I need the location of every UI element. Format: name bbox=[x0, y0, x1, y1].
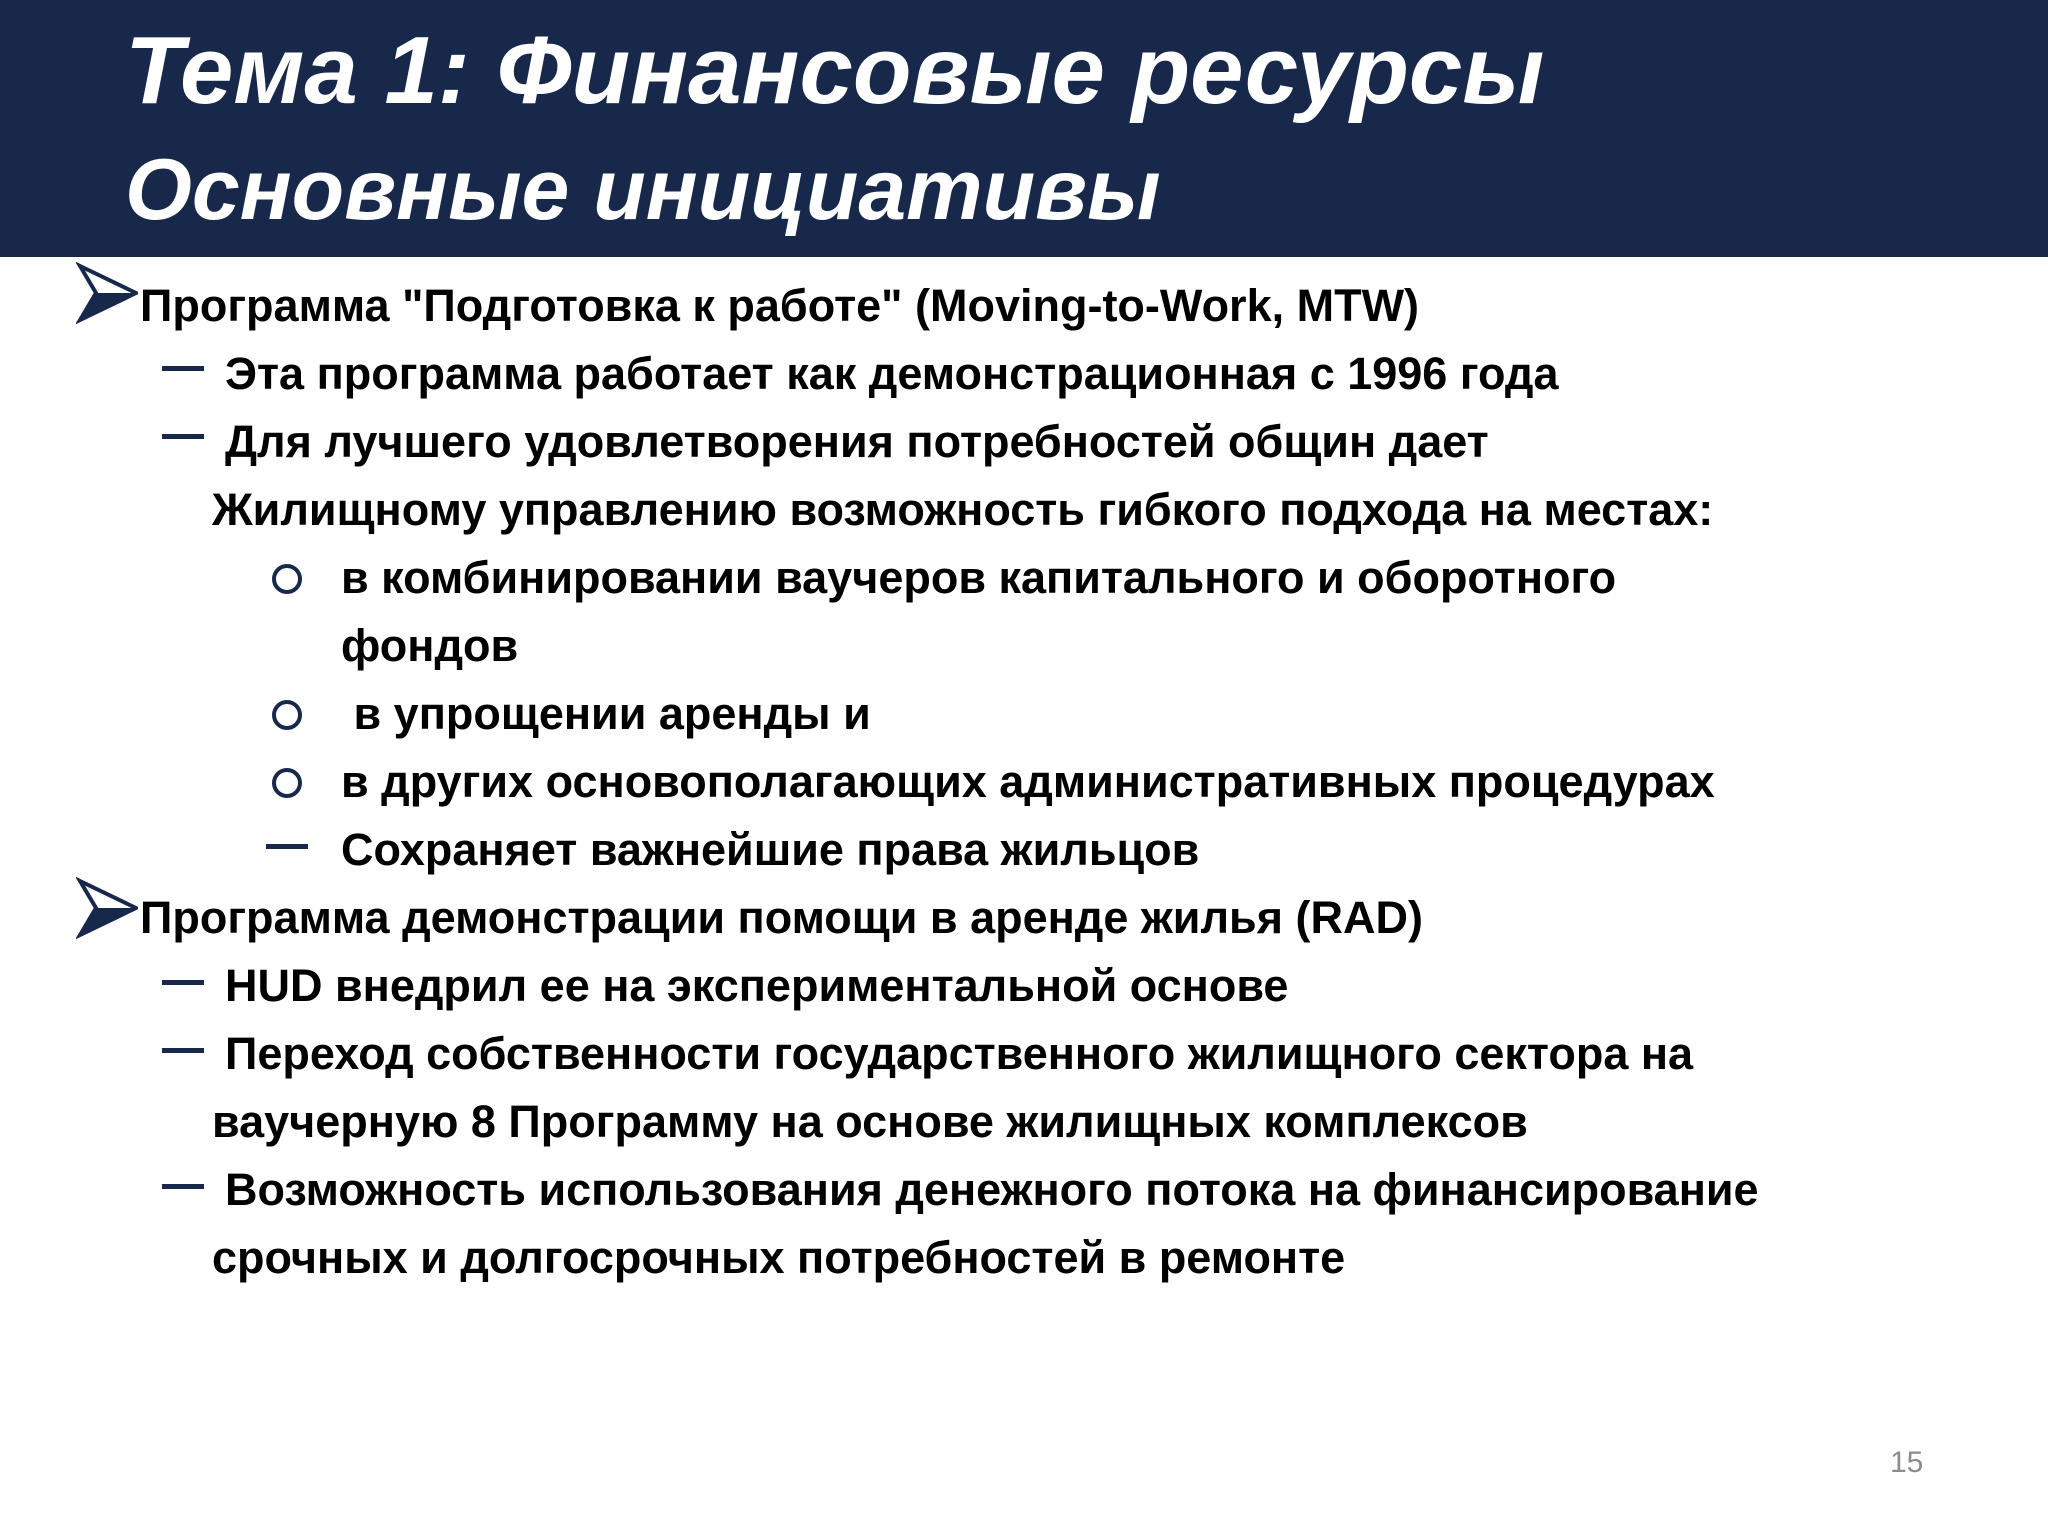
section-heading-mtw: Программа "Подготовка к работе" (Moving-to-Work, MTW) bbox=[140, 280, 1420, 331]
title-bar bbox=[0, 0, 2048, 257]
slide-title: Тема 1: Финансовые ресурсы bbox=[125, 17, 1545, 124]
list-item-continuation: Жилищному управлению возможность гибкого подхода на местах: bbox=[212, 484, 1714, 535]
dash-icon bbox=[266, 844, 308, 849]
list-item-continuation: ваучерную 8 Программу на основе жилищных комплексов bbox=[212, 1096, 1528, 1147]
dash-icon bbox=[162, 434, 204, 439]
circle-icon bbox=[272, 768, 302, 798]
dash-icon bbox=[162, 1184, 204, 1189]
list-item: Для лучшего удовлетворения потребностей общин дает bbox=[225, 416, 1489, 467]
dash-icon bbox=[162, 980, 204, 985]
page-number: 15 bbox=[1890, 1446, 1924, 1479]
circle-icon bbox=[272, 564, 302, 594]
list-item: Эта программа работает как демонстрационная с 1996 года bbox=[225, 348, 1559, 399]
list-item-continuation: срочных и долгосрочных потребностей в ремонте bbox=[212, 1232, 1346, 1283]
dash-icon bbox=[162, 366, 204, 371]
list-item: Возможность использования денежного потока на финансирование bbox=[225, 1164, 1759, 1215]
slide-subtitle: Основные инициативы bbox=[125, 142, 1161, 238]
list-item: Сохраняет важнейшие права жильцов bbox=[341, 824, 1200, 875]
list-item: в других основополагающих административных процедурах bbox=[341, 756, 1715, 807]
list-item: в комбинировании ваучеров капитального и оборотного bbox=[341, 552, 1617, 603]
arrowhead-icon bbox=[76, 877, 138, 939]
circle-icon bbox=[272, 700, 302, 730]
list-item: Переход собственности государственного жилищного сектора на bbox=[225, 1028, 1694, 1079]
list-item: в упрощении аренды и bbox=[341, 688, 871, 739]
list-item: HUD внедрил ее на экспериментальной основе bbox=[225, 960, 1289, 1011]
arrowhead-icon bbox=[76, 262, 138, 324]
list-item-continuation: фондов bbox=[341, 620, 519, 671]
section-heading-rad: Программа демонстрации помощи в аренде жилья (RAD) bbox=[140, 892, 1423, 943]
dash-icon bbox=[162, 1048, 204, 1053]
